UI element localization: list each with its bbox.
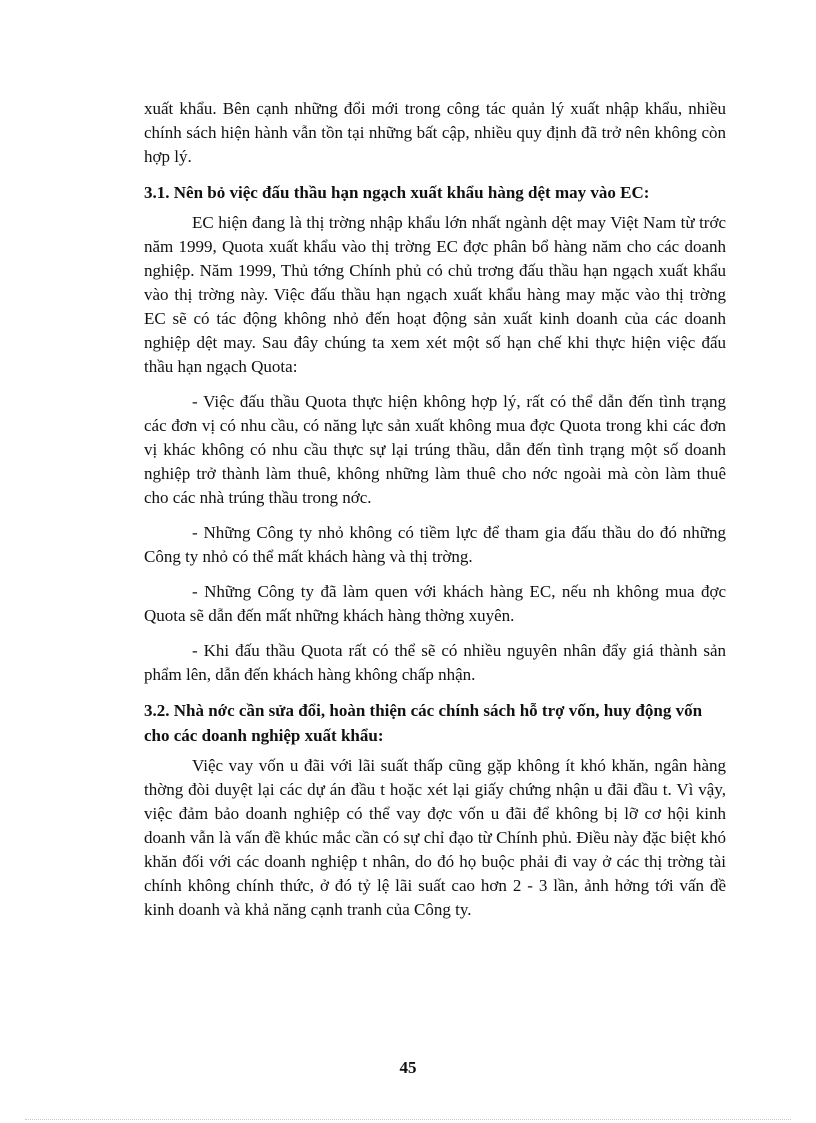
bullet-paragraph: - Khi đấu thầu Quota rất có thể sẽ có nhiều nguyên nhân đẩy giá thành sản phẩm lên, dẫn đến khách hàng không chấp nhận. <box>144 641 726 684</box>
page-bottom-divider <box>25 1119 791 1120</box>
section-3-2-paragraph: Việc vay vốn u đãi với lãi suất thấp cũng gặp không ít khó khăn, ngân hàng thờng đòi duyệt lại các dự án đầu t hoặc xét lại giấy chứng nhận u đãi đầu t. Vì vậy, việc đảm bảo doanh nghiệp có thể vay đợc vốn u đãi để không bị lỡ cơ hội kinh doanh vẫn là vấn đề khúc mắc cần có sự chỉ đạo từ Chính phủ. Điều này đặc biệt khó khăn đối với các doanh nghiệp t nhân, do đó họ buộc phải đi vay ở các thị trờng tài chính không chính thức, ở đó tỷ lệ lãi suất cao hơn 2 - 3 lần, ảnh hởng tới vấn đề kinh doanh và khả năng cạnh tranh của Công ty. <box>144 756 726 919</box>
bullet-paragraph: - Những Công ty đã làm quen với khách hàng EC, nếu nh không mua đợc Quota sẽ dẫn đến mất những khách hàng thờng xuyên. <box>144 582 726 625</box>
section-heading-3-2: 3.2. Nhà nớc cần sửa đổi, hoàn thiện các chính sách hỗ trợ vốn, huy động vốn cho các doanh nghiệp xuất khẩu: <box>144 701 703 745</box>
bullet-paragraph: - Những Công ty nhỏ không có tiềm lực để tham gia đấu thầu do đó những Công ty nhỏ có thể mất khách hàng và thị trờng. <box>144 523 726 566</box>
page-number: 45 <box>399 1058 417 1077</box>
section-heading-3-1: 3.1. Nên bỏ việc đấu thầu hạn ngạch xuất khẩu hàng dệt may vào EC: <box>144 183 650 202</box>
bullet-paragraph: - Việc đấu thầu Quota thực hiện không hợp lý, rất có thể dẫn đến tình trạng các đơn vị có nhu cầu, có năng lực sản xuất không mua đợc Quota trong khi các đơn vị khác không có nhu cầu thực sự lại trúng thầu, dẫn đến tình trạng một số doanh nghiệp trở thành làm thuê, không những làm thuê cho nớc ngoài mà còn làm thuê cho các nhà trúng thầu trong nớc. <box>144 392 726 507</box>
page-body <box>144 97 726 922</box>
intro-paragraph: xuất khẩu. Bên cạnh những đổi mới trong công tác quản lý xuất nhập khẩu, nhiều chính sách hiện hành vẫn tồn tại những bất cập, nhiều quy định đã trở nên không còn hợp lý. <box>144 99 726 166</box>
section-3-1-paragraph: EC hiện đang là thị trờng nhập khẩu lớn nhất ngành dệt may Việt Nam từ trớc năm 1999, Quota xuất khẩu vào thị trờng EC đợc phân bổ hàng năm cho các doanh nghiệp. Năm 1999, Thủ tớng Chính phủ có chủ trơng đấu thầu hạn ngạch xuất khẩu vào thị trờng này. Việc đấu thầu hạn ngạch xuất khẩu hàng may mặc vào thị trờng EC sẽ có tác động không nhỏ đến hoạt động sản xuất kinh doanh của các doanh nghiệp dệt may. Sau đây chúng ta xem xét một số hạn chế khi thực hiện việc đấu thầu hạn ngạch Quota: <box>144 213 726 376</box>
